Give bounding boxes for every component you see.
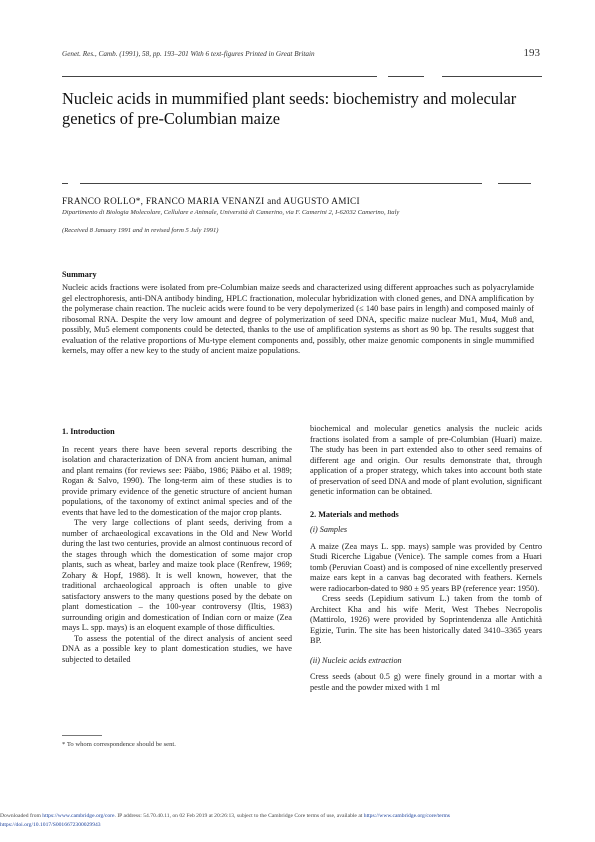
received-dates: (Received 8 January 1991 and in revised form 5 July 1991)	[62, 227, 219, 234]
mid-rule-1	[62, 183, 68, 184]
footnote: * To whom correspondence should be sent.	[62, 741, 176, 748]
mid-rule-3	[498, 183, 531, 184]
article-title: Nucleic acids in mummified plant seeds: biochemistry and molecular genetics of pre-Columbian maize	[62, 89, 517, 128]
subsection-heading-extraction: (ii) Nucleic acids extraction	[310, 655, 402, 665]
affiliation: Dipartimento di Biologia Molecolare, Cellulare e Animale, Università di Camerino, via F. Camerini 2, I-62032 Camerino, Italy	[62, 209, 400, 216]
section-heading-materials-methods: 2. Materials and methods	[310, 509, 399, 519]
subsection-heading-samples: (i) Samples	[310, 525, 348, 534]
summary-heading: Summary	[62, 270, 97, 279]
download-details: . IP address: 54.70.40.11, on 02 Feb 2019 at 20:26:13, subject to the Cambridge Core terms of use, available at	[114, 813, 363, 819]
download-notice	[0, 813, 450, 819]
paragraph: The very large collections of plant seeds, deriving from a number of archaeological excavations in the Old and New World during the last two centuries, provide an almost continuous record of the stages through which the domestication of some major crop plants, such as wheat, barley and maize took place (Renfrew, 1969; Zohary & Hopf, 1988). It is well known, however, that the traditional archaeological approach is often unable to give satisfactory answers to the many questions posed by the debate on plant domestication – the 100-year controversy (Iltis, 1983) surrounding origin and domestication of Indian corn or maize (Zea mays L. spp. mays) is an eloquent example of those difficulties.	[62, 518, 292, 632]
paragraph: Cress seeds (about 0.5 g) were finely ground in a mortar with a pestle and the powder mixed with 1 ml	[310, 672, 542, 692]
page-number: 193	[523, 47, 540, 59]
summary-text: Nucleic acids fractions were isolated from pre-Columbian maize seeds and characterized using different approaches such as polyacrylamide gel electrophoresis, anti-DNA antibody binding, HPLC fractionation, molecular hybridization with cloned genes, and DNA amplification by the polymerase chain reaction. The nucleic acids were found to be very depolymerized (≤ 140 base pairs in length) and composed mainly of ribosomal RNA. Despite the very low amount and degree of polymerization of seed DNA, specific maize nuclear Mu1, Mu4, Mu8 and, possibly, Mu5 element components could be detected, thanks to the use of amplification systems as short as 90 bp. The results suggest that evaluation of the relative proportions of Mu-type element components and, possibly, other maize genomic components in single mummified kernels, may offer a new key to the study of ancient maize populations.	[62, 283, 534, 355]
footnote-rule	[62, 735, 102, 736]
paragraph: To assess the potential of the direct analysis of ancient seed DNA as a possible key to plant domestication studies, we have subjected to detailed	[62, 633, 292, 664]
doi-link[interactable]: https://doi.org/10.1017/S0016672300029943	[0, 822, 101, 828]
journal-header: Genet. Res., Camb. (1991), 58, pp. 193–201 With 6 text-figures Printed in Great Britain	[62, 50, 315, 58]
right-column	[310, 424, 542, 693]
paragraph: biochemical and molecular genetics analysis the nucleic acids fractions isolated from a sample of pre-Columbian (Huari) maize. The study has been in part extended also to other seed remains of different age and origin. Our results demonstrate that, through application of a proper strategy, which takes into account both state of preservation of seed DNA and mode of plant evolution, significant genetic information can be obtained.	[310, 424, 542, 496]
cambridge-core-link[interactable]: https://www.cambridge.org/core	[42, 813, 115, 819]
paragraph: A maize (Zea mays L. spp. mays) sample was provided by Centro Studi Ricerche Ligabue (Venice). The sample comes from a Huari tomb (Peruvian Coast) and is composed of nine excellently preserved maize ears kept in a canvas bag decorated with feathers. Kernels were radiocarbon-dated to 980 ± 95 years BP (reference year: 1950).	[310, 541, 542, 593]
top-rule-2	[388, 76, 424, 77]
section-heading-introduction: 1. Introduction	[62, 427, 115, 436]
download-prefix: Downloaded from	[0, 813, 41, 819]
left-column	[62, 427, 292, 665]
authors: FRANCO ROLLO*, FRANCO MARIA VENANZI and AUGUSTO AMICI	[62, 196, 360, 206]
top-rule-3	[442, 76, 542, 77]
top-rule-1	[62, 76, 377, 77]
paragraph: Cress seeds (Lepidium sativum L.) taken from the tomb of Architect Kha and his wife Merit, West Thebes Necropolis (Mattirolo, 1926) were provided by Soprintendenza alle Antichità Egizie, Turin. The site has been historically dated 3410–3365 years BP.	[310, 594, 542, 645]
doi-line	[0, 822, 101, 828]
terms-link[interactable]: https://www.cambridge.org/core/terms	[363, 813, 450, 819]
mid-rule-2	[80, 183, 482, 184]
paragraph: In recent years there have been several reports describing the isolation and characterization of DNA from ancient human, animal and plant remains (for reviews see: Pääbo, 1986; Pääbo et al. 1989; Rogan & Salvo, 1990). The long-term aim of these studies is to provide primary evidence of the genetic structure of ancient human populations, of the taxonomy of extinct animal species and of the events that have led to the domestication of the major crop plants.	[62, 444, 292, 517]
